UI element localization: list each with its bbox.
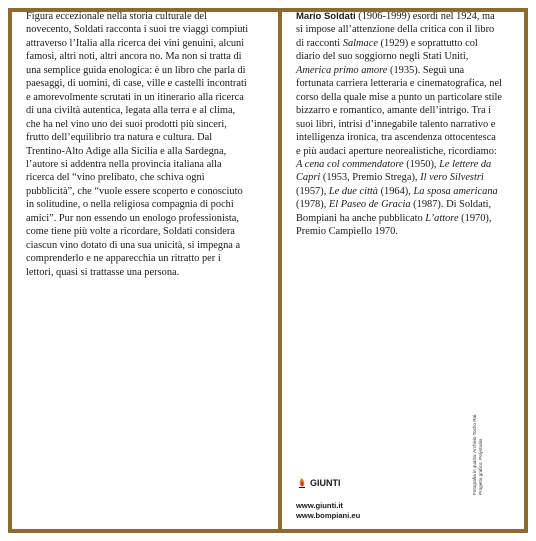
book-description-text [26,10,250,279]
text-run: (1987). Di Soldati, Bompiani ha anche pubblicato [296,199,492,224]
title-italic: La sposa americana [413,185,498,197]
design-credit-line: Progetto grafico: Polystudio [478,438,483,495]
bompiani-website-link[interactable]: www.bompiani.eu [296,511,361,520]
giunti-flame-logo-icon [296,477,308,489]
photo-credit [472,415,484,495]
text-run: (1929) e soprattutto col diario del suo soggiorno negli Stati Uniti, [296,37,478,63]
text-run: Figura eccezionale nella storia culturale del novecento, Soldati racconta i suoi tre viaggi compiuti attraverso l’Italia alla ricerca dei vini genuini, alcuni famosi, altri noti, altri ancora no. Ma non si tratta di una semplice guida enologica: è un libro che parla di paesaggi, di uomini, di case, ville e castelli incontrati e amorevolmente scrutati in un itinerario alla ricerca di una civiltà autentica, legata alla terra e al clima, che ha nel vino uno dei suoi prodotti più sinceri, frutto dell’equilibrio tra natura e cultura. Dal Trentino-Alto Adige alla Sicilia e alla Sardegna, l’autore si addentra nella provincia italiana alla ricerca del “vino prelibato, che schiva ogni pubblicità”, che “vuole essere scoperto e conosciuto in solitudine, o nella religiosa compagnia di pochi amici”. Pur non essendo un enologo professionista, come tiene più volte a ricordare, Soldati considera ciascun vino dotato di una sua unicità, si impegna a comprenderlo e ne apparecchia un ritratto per i lettori, quasi si trattasse una persona. [26,11,249,278]
photo-credit-line: Fotografia in quarta: Archivio Tosho Rai. [472,413,477,495]
text-run: (1935). Seguì una fortunata carriera letteraria e cinematografica, nel corso della quale mise a punto un particolare stile bizzarro e romantico, amante dell’intrigo. Tra i suoi libri, intrisi d’innegabile talento narrativo e intelligenza ironica, tra ascendenza ottocentesca e più audaci aperture neorealistiche, ricordiamo: [296,64,503,157]
text-run: (1964), [377,185,414,197]
text-run: (1906-1999) esordì nel 1924, ma si impose all’attenzione della critica con il libro di racconti [296,11,495,49]
text-run: (1957), [296,185,329,197]
title-italic: El Paseo de Gracia [328,199,411,211]
publisher-logo [296,477,341,489]
title-italic: Il vero Silvestri [420,172,484,184]
author-bio-column [296,10,502,239]
title-italic: America primo amore [296,64,388,76]
publisher-websites [296,501,360,521]
title-italic: Salmace [342,37,378,49]
title-italic: Le due città [328,185,378,197]
title-italic: L’attore [425,212,459,224]
book-description-column [26,10,250,279]
publisher-name: GIUNTI [310,478,341,488]
giunti-website-link[interactable]: www.giunti.it [296,501,343,510]
spine-divider [278,12,282,529]
text-run: (1950), [403,158,440,170]
title-italic: Le lettere da Capri [296,158,492,184]
text-run: (1978), [296,199,329,211]
author-name: Mario Soldati [296,11,356,22]
text-run: (1953, Premio Strega), [320,172,421,184]
text-run: (1970), Premio Campiello 1970. [296,212,492,238]
title-italic: A cena col commendatore [296,158,404,170]
author-bio-text [296,10,502,239]
